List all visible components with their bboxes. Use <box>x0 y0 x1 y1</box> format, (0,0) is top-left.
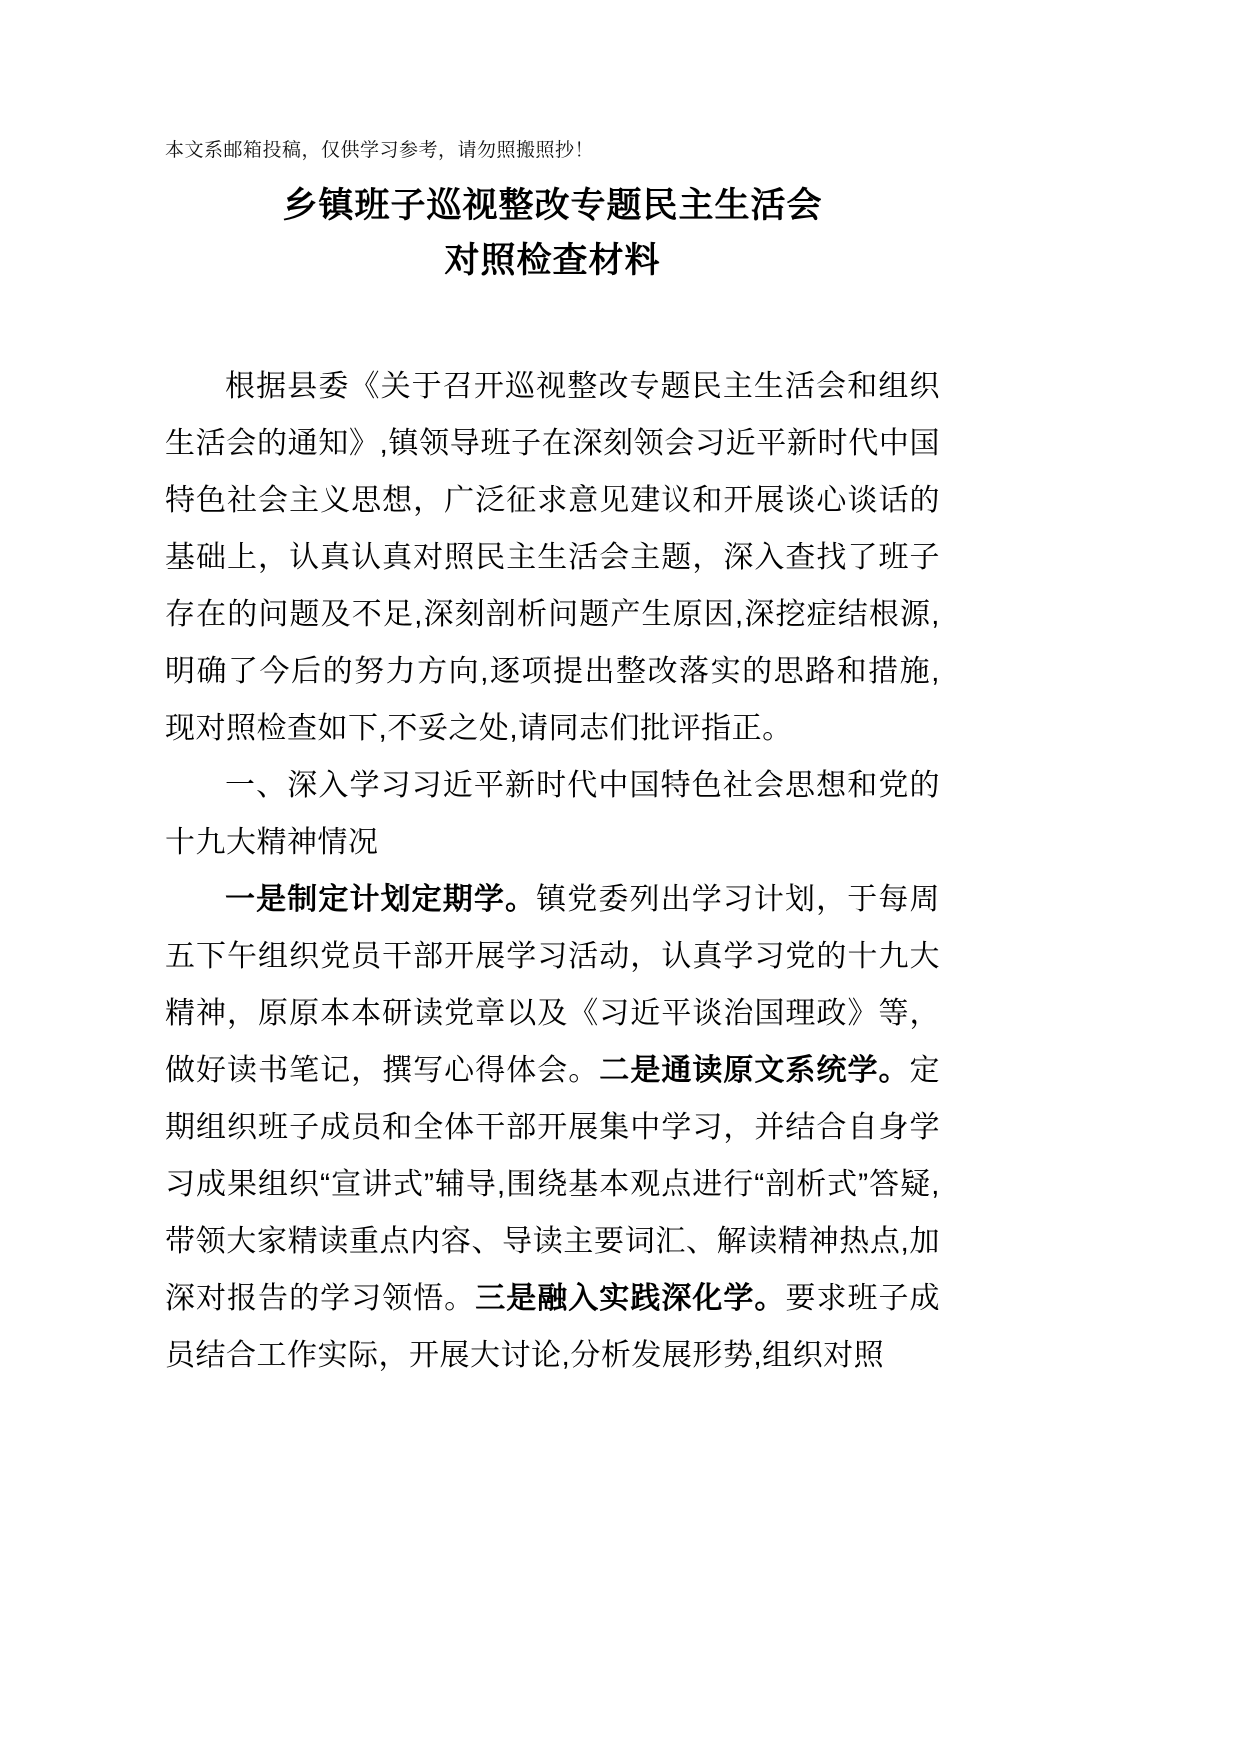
title-line-2: 对照检查材料 <box>444 241 661 280</box>
bold-run: 一是制定计划定期学。 <box>225 883 537 916</box>
bold-run: 三是融入实践深化学。 <box>475 1282 786 1315</box>
bold-run: 二是通读原文系统学。 <box>599 1054 910 1087</box>
section-heading-1 <box>165 757 940 871</box>
text-run: 镇党委列出学习计划，于每周五下午组织党员干部开展学习活动，认真学习党的十九大精神，原原本本研读党章以及《习近平谈治国理政》等，做好读书笔记，撰写心得体会。 <box>165 883 941 1087</box>
text-run: 根据县委《关于召开巡视整改专题民主生活会和组织生活会的通知》,镇领导班子在深刻领会习近平新时代中国特色社会主义思想，广泛征求意见建议和开展谈心谈话的基础上，认真认真对照民主生活会主题，深入查找了班子存在的问题及不足,深刻剖析问题产生原因,深挖症结根源,明确了今后的努力方向,逐项提出整改落实的思路和措施,现对照检查如下,不妥之处,请同志们批评指正。 <box>165 370 940 745</box>
section-1-paragraph <box>165 871 940 1384</box>
document-title <box>165 178 940 288</box>
intro-paragraph <box>165 358 940 757</box>
title-line-1: 乡镇班子巡视整改专题民主生活会 <box>282 186 823 225</box>
header-note: 本文系邮箱投稿，仅供学习参考，请勿照搬照抄！ <box>165 140 595 161</box>
text-run: 定期组织班子成员和全体干部开展集中学习，并结合自身学习成果组织“宣讲式”辅导,围绕基本观点进行“剖析式”答疑,带领大家精读重点内容、导读主要词汇、解读精神热点,加深对报告的学习领悟。 <box>165 1054 941 1315</box>
text-run: 要求班子成员结合工作实际，开展大讨论,分析发展形势,组织对照 <box>165 1282 941 1372</box>
document-body <box>165 358 940 1384</box>
text-run: 一、深入学习习近平新时代中国特色社会思想和党的十九大精神情况 <box>165 769 940 859</box>
